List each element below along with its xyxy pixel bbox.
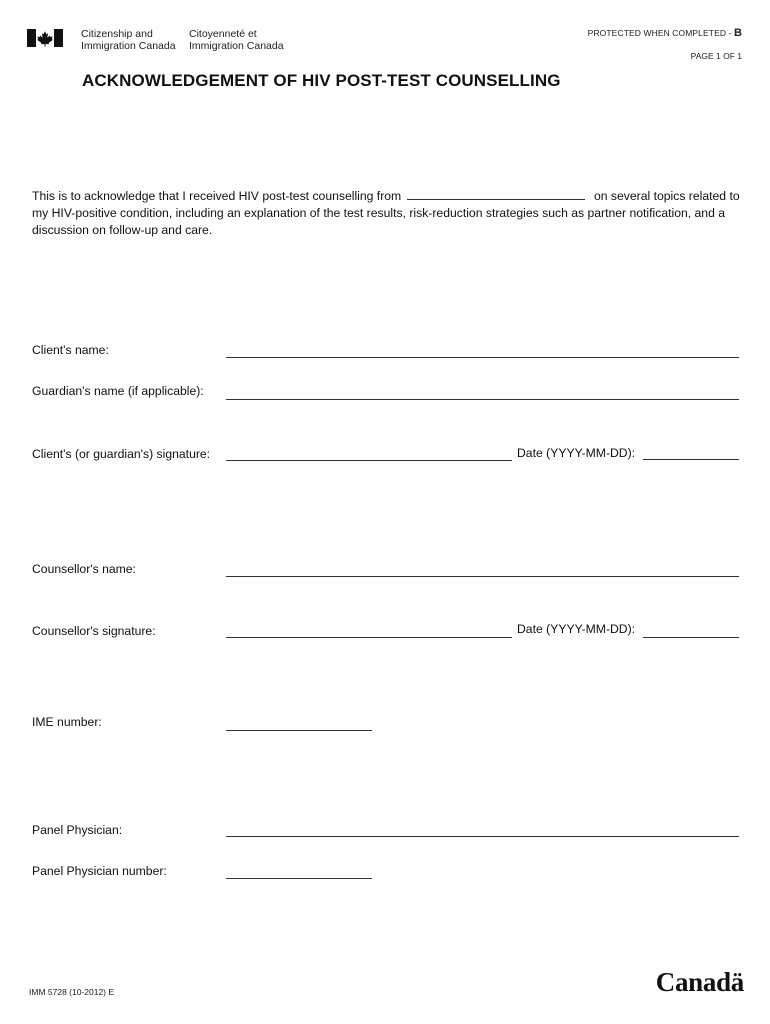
counsellor-name-label: Counsellor's name:	[32, 562, 136, 576]
panel-physician-label: Panel Physician:	[32, 823, 123, 837]
intro-paragraph	[32, 188, 742, 239]
panel-physician-number-field[interactable]	[226, 878, 372, 879]
protected-notice	[588, 27, 742, 39]
department-name-french	[189, 28, 284, 52]
department-name-french-line1: Citoyenneté et	[189, 28, 257, 40]
counsellor-date-field[interactable]	[643, 637, 739, 638]
department-name-french-line2: Immigration Canada	[189, 40, 284, 52]
guardian-name-label: Guardian's name (if applicable):	[32, 384, 204, 398]
department-name-english	[81, 28, 176, 52]
form-code: IMM 5728 (10-2012) E	[29, 987, 115, 997]
guardian-name-field[interactable]	[226, 399, 739, 400]
intro-text-after: on several topics related to my HIV-positive condition, including an explanation of the test results, risk-reduction strategies such as partner notification, and a discussion on follow-up and care.	[32, 189, 740, 237]
canada-wordmark-logo: Canadä	[655, 967, 744, 997]
protected-label: PROTECTED WHEN COMPLETED -	[587, 28, 732, 38]
counselling-provider-blank[interactable]	[407, 188, 585, 200]
panel-physician-field[interactable]	[226, 836, 739, 837]
ime-number-field[interactable]	[226, 730, 372, 731]
department-name-english-line1: Citizenship and	[81, 28, 153, 40]
client-name-label: Client's name:	[32, 343, 109, 357]
panel-physician-number-label: Panel Physician number:	[32, 864, 167, 878]
intro-text-before: This is to acknowledge that I received HIV post-test counselling from	[32, 189, 402, 203]
department-name-english-line2: Immigration Canada	[81, 40, 176, 52]
client-date-field[interactable]	[643, 459, 739, 460]
page-title: ACKNOWLEDGEMENT OF HIV POST-TEST COUNSELLING	[82, 71, 561, 90]
counsellor-signature-label: Counsellor's signature:	[32, 624, 156, 638]
protected-class: B	[733, 27, 742, 39]
ime-number-label: IME number:	[32, 715, 102, 729]
page-indicator: PAGE 1 OF 1	[690, 51, 742, 61]
counsellor-name-field[interactable]	[226, 576, 739, 577]
canada-flag-icon	[27, 29, 63, 47]
client-name-field[interactable]	[226, 357, 739, 358]
client-signature-field[interactable]	[226, 460, 512, 461]
client-signature-label: Client's (or guardian's) signature:	[32, 447, 211, 461]
counsellor-signature-field[interactable]	[226, 637, 512, 638]
client-date-label: Date (YYYY-MM-DD):	[517, 446, 636, 460]
counsellor-date-label: Date (YYYY-MM-DD):	[517, 622, 636, 636]
